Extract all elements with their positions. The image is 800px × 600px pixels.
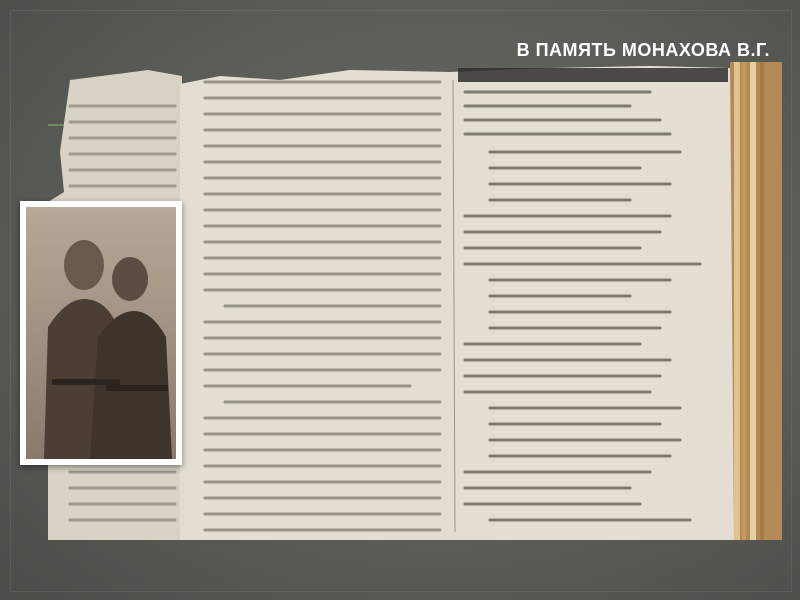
slide-title: В ПАМЯТЬ МОНАХОВА В.Г. [516, 40, 770, 60]
portrait-photo [20, 201, 182, 465]
